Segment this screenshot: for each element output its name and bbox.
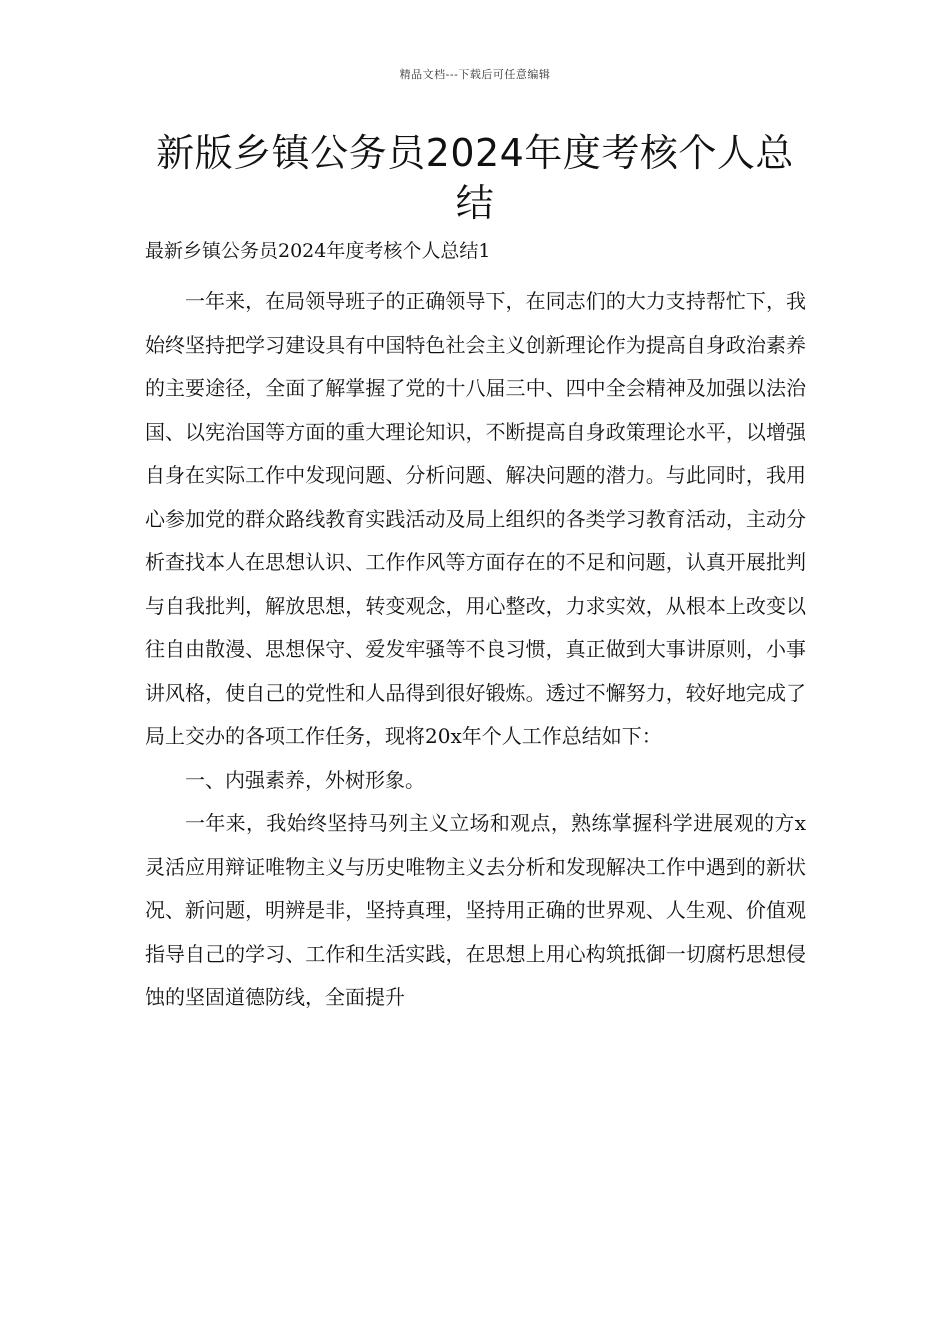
paragraph-intro: 一年来，在局领导班子的正确领导下，在同志们的大力支持帮忙下，我始终坚持把学习建设具有中国特色社会主义创新理论作为提高自身政治素养的主要途径，全面了解掌握了党的十八届三中、四中全会精神及加强以法治国、以宪治国等方面的重大理论知识，不断提高自身政策理论水平，以增强自身在实际工作中发现问题、分析问题、解决问题的潜力。与此同时，我用心参加党的群众路线教育实践活动及局上组织的各类学习教育活动，主动分析查找本人在思想认识、工作作风等方面存在的不足和问题，认真开展批判与自我批判，解放思想，转变观念，用心整改，力求实效，从根本上改变以往自由散漫、思想保守、爱发牢骚等不良习惯，真正做到大事讲原则，小事讲风格，使自己的党性和人品得到很好锻炼。透过不懈努力，较好地完成了局上交办的各项工作任务，现将20x年个人工作总结如下： — [145, 289, 806, 748]
document-subtitle: 最新乡镇公务员2024年度考核个人总结1 — [145, 240, 491, 262]
document-body — [145, 280, 806, 1020]
header-note: 精品文档---下载后可任意编辑 — [399, 68, 551, 81]
paragraph-section-1: 一年来，我始终坚持马列主义立场和观点，熟练掌握科学进展观的方x灵活应用辩证唯物主义与历史唯物主义去分析和发现解决工作中遇到的新状况、新问题，明辨是非，坚持真理，坚持用正确的世界观、人生观、价值观指导自己的学习、工作和生活实践，在思想上用心构筑抵御一切腐朽思想侵蚀的坚固道德防线，全面提升 — [145, 811, 806, 1009]
document-title: 新版乡镇公务员2024年度考核个人总结 — [156, 131, 794, 225]
section-heading: 一、内强素养，外树形象。 — [185, 767, 425, 792]
